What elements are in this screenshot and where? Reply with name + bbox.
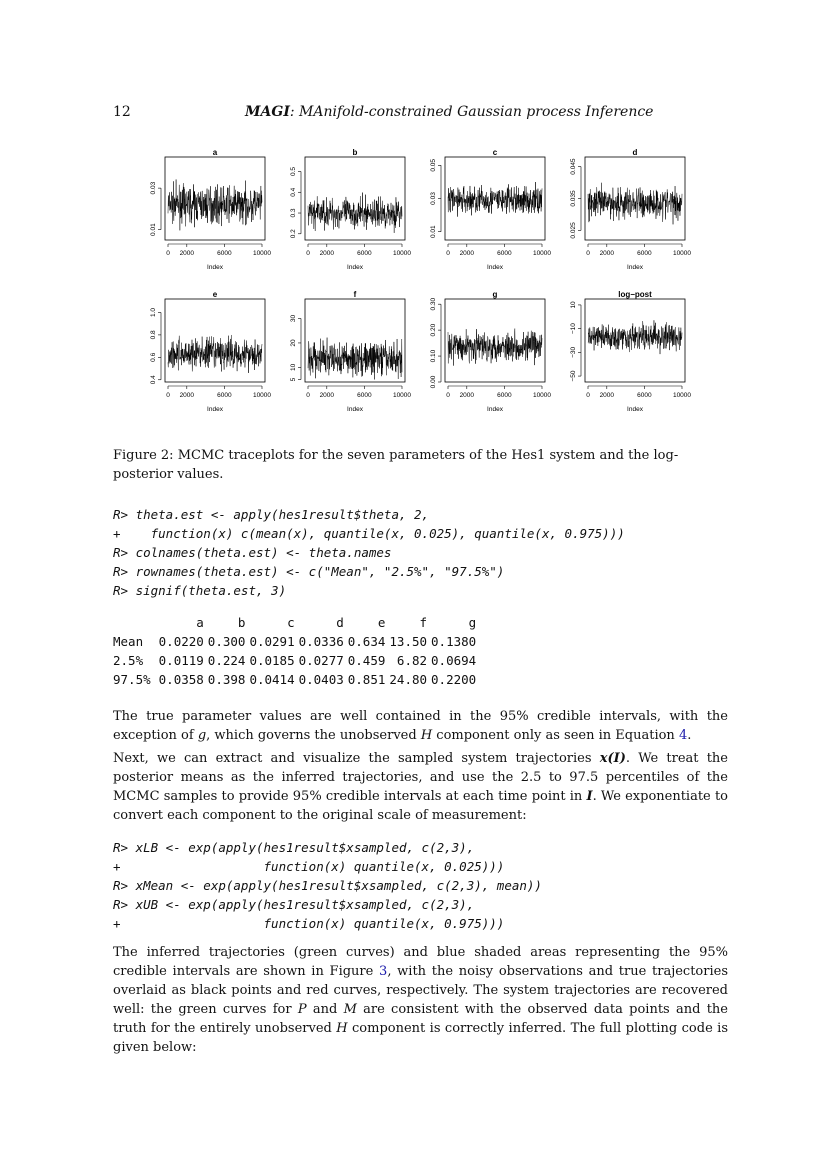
traceplot-panel bbox=[290, 290, 411, 413]
table-cell: 0.300 bbox=[207, 634, 246, 649]
x-tick-label: 10000 bbox=[252, 392, 272, 399]
y-tick-label: 0.3 bbox=[290, 208, 297, 218]
x-axis-label: Index bbox=[347, 406, 363, 413]
table-header: g bbox=[468, 615, 477, 630]
math-g: g bbox=[197, 728, 207, 743]
table-header: f bbox=[419, 615, 428, 630]
x-tick-label: 10000 bbox=[532, 250, 552, 257]
x-tick-label: 0 bbox=[586, 392, 590, 399]
y-tick-label: 0.8 bbox=[150, 330, 157, 340]
table-cell: 0.398 bbox=[207, 672, 246, 687]
traceplot-panel bbox=[570, 148, 691, 271]
y-tick-label: 0.035 bbox=[570, 190, 577, 207]
traceplot-panel bbox=[570, 290, 691, 413]
table-header: c bbox=[287, 615, 295, 630]
x-tick-label: 10000 bbox=[532, 392, 552, 399]
x-tick-label: 6000 bbox=[217, 392, 232, 399]
table-cell: 0.1380 bbox=[431, 634, 477, 649]
y-tick-label: 30 bbox=[290, 314, 297, 323]
table-header: e bbox=[377, 615, 386, 630]
x-tick-label: 0 bbox=[306, 250, 310, 257]
y-tick-label: 0.2 bbox=[290, 229, 297, 239]
plot-frame bbox=[305, 157, 405, 240]
table-cell: 0.0277 bbox=[298, 653, 344, 668]
x-axis-label: Index bbox=[207, 406, 223, 413]
table-cell: 0.0358 bbox=[158, 672, 204, 687]
x-tick-label: 2000 bbox=[599, 392, 615, 399]
paragraph-credible-intervals bbox=[113, 707, 728, 745]
text: . We treat the posterior means as the inferred trajectories, and use the 2.5 to 97.5 percentiles of the MCMC samples to provide 95% credible intervals at each time point in bbox=[113, 751, 728, 804]
row-label: 97.5% bbox=[113, 672, 151, 687]
y-tick-label: 1.0 bbox=[150, 307, 157, 317]
panel-title: g bbox=[492, 290, 498, 299]
traceplot-panel bbox=[150, 290, 271, 413]
equation-link[interactable]: 4 bbox=[678, 728, 688, 743]
figure-caption: Figure 2: MCMC traceplots for the seven parameters of the Hes1 system and the log-posterior values. bbox=[113, 448, 679, 482]
x-tick-label: 6000 bbox=[637, 250, 652, 257]
panel-title: d bbox=[632, 148, 638, 157]
math-I: I bbox=[586, 789, 593, 804]
y-tick-label: 0.00 bbox=[430, 375, 437, 389]
text: . We exponentiate to convert each component to the original scale of measurement: bbox=[113, 789, 728, 823]
x-tick-label: 2000 bbox=[599, 250, 615, 257]
x-tick-label: 6000 bbox=[357, 250, 372, 257]
y-tick-label: 0.4 bbox=[290, 187, 297, 197]
panel-title: c bbox=[492, 148, 498, 157]
table-cell: 0.0185 bbox=[249, 653, 295, 668]
table-cell: 0.0336 bbox=[298, 634, 344, 649]
trace-line bbox=[308, 193, 402, 233]
trace-line bbox=[448, 329, 542, 366]
math-P: P bbox=[297, 1002, 307, 1017]
text: are consistent with the observed data points and the truth for the entirely unobserved bbox=[113, 1002, 728, 1036]
x-tick-label: 6000 bbox=[497, 392, 512, 399]
table-cell: 0.2200 bbox=[431, 672, 477, 687]
traceplot-figure bbox=[140, 145, 700, 430]
estimate-table bbox=[113, 613, 480, 689]
table-cell: 24.80 bbox=[389, 672, 428, 687]
panel-title: a bbox=[212, 148, 218, 157]
text: , with the noisy observations and true trajectories overlaid as black points and red curves, respectively. The system trajectories are recovered well: the green curves for bbox=[113, 964, 729, 1017]
x-tick-label: 0 bbox=[446, 392, 450, 399]
x-tick-label: 2000 bbox=[319, 250, 335, 257]
table-cell: 13.50 bbox=[389, 634, 428, 649]
text: and bbox=[306, 1002, 344, 1017]
trace-line bbox=[168, 335, 262, 373]
running-title bbox=[245, 104, 653, 120]
text: Next, we can extract and visualize the sampled system trajectories bbox=[113, 751, 600, 766]
x-axis-label: Index bbox=[487, 264, 503, 271]
text: , which governs the unobserved bbox=[206, 728, 421, 743]
y-tick-label: 0.01 bbox=[430, 225, 437, 239]
x-tick-label: 2000 bbox=[319, 392, 335, 399]
y-tick-label: 0.03 bbox=[150, 181, 157, 195]
y-tick-label: 0.045 bbox=[570, 158, 577, 175]
math-H: H bbox=[420, 728, 433, 743]
panel-title: e bbox=[212, 290, 218, 299]
trace-line bbox=[308, 338, 402, 380]
x-tick-label: 6000 bbox=[217, 250, 232, 257]
y-tick-label: 10 bbox=[570, 301, 577, 309]
traceplot-panel bbox=[430, 290, 551, 413]
x-tick-label: 0 bbox=[586, 250, 590, 257]
x-tick-label: 0 bbox=[446, 250, 450, 257]
x-tick-label: 10000 bbox=[252, 250, 272, 257]
y-tick-label: 10 bbox=[290, 363, 297, 371]
running-title-bold: MAGI bbox=[245, 104, 290, 120]
table-header bbox=[113, 613, 159, 632]
text: The true parameter values are well contained in the 95% credible intervals, with the exception of bbox=[113, 709, 728, 743]
code-block-theta: R> theta.est <- apply(hes1result$theta, 2, + function(x) c(mean(x), quantile(x, 0.025), quantile(x, 0.975))) R> colnames(theta.est) <- theta.names R> rownames(theta.est) <- c("Mean", "2.5%", "97.5%") R> signif(theta.est, 3) bbox=[113, 507, 625, 598]
y-tick-label: 0.30 bbox=[430, 297, 437, 311]
x-tick-label: 10000 bbox=[392, 392, 412, 399]
trace-line bbox=[168, 179, 262, 230]
table-header: d bbox=[336, 615, 344, 630]
x-axis-label: Index bbox=[487, 406, 503, 413]
table-cell: 0.0220 bbox=[158, 634, 204, 649]
x-axis-label: Index bbox=[627, 264, 643, 271]
x-tick-label: 2000 bbox=[459, 250, 475, 257]
text: The inferred trajectories (green curves) and blue shaded areas representing the 95% credible intervals are shown in Figure bbox=[113, 945, 728, 979]
y-tick-label: −50 bbox=[570, 370, 577, 382]
y-tick-label: 0.5 bbox=[290, 167, 297, 177]
x-tick-label: 2000 bbox=[179, 250, 195, 257]
y-tick-label: 0.05 bbox=[430, 158, 437, 172]
table-cell: 0.224 bbox=[207, 653, 246, 668]
text: component only as seen in Equation bbox=[432, 728, 679, 743]
x-tick-label: 6000 bbox=[357, 392, 372, 399]
y-tick-label: −30 bbox=[570, 346, 577, 358]
traceplot-panel bbox=[150, 148, 271, 271]
figure-link[interactable]: 3 bbox=[379, 964, 388, 979]
table-cell: 0.0291 bbox=[249, 634, 295, 649]
y-tick-label: 0.01 bbox=[150, 223, 157, 236]
x-tick-label: 0 bbox=[166, 250, 170, 257]
math-M: M bbox=[343, 1002, 357, 1017]
traceplot-panel bbox=[290, 148, 411, 271]
trace-line bbox=[448, 182, 542, 217]
math-H: H bbox=[336, 1021, 348, 1036]
table-header: b bbox=[237, 615, 246, 630]
x-tick-label: 10000 bbox=[672, 392, 692, 399]
paragraph-figure3 bbox=[113, 943, 728, 1057]
table-cell: 0.0403 bbox=[298, 672, 344, 687]
table-cell: 0.0694 bbox=[431, 653, 477, 668]
trace-line bbox=[588, 320, 682, 354]
panel-title: f bbox=[353, 290, 357, 299]
y-tick-label: 0.4 bbox=[150, 375, 157, 385]
trace-line bbox=[588, 183, 682, 225]
running-title-rest: : MAnifold-constrained Gaussian process Inference bbox=[289, 104, 654, 120]
x-axis-label: Index bbox=[207, 264, 223, 271]
row-label: 2.5% bbox=[113, 653, 144, 668]
y-tick-label: 5 bbox=[290, 377, 297, 382]
x-axis-label: Index bbox=[627, 406, 643, 413]
paragraph-trajectories bbox=[113, 749, 728, 825]
y-tick-label: 0.025 bbox=[570, 222, 577, 239]
y-tick-label: 0.20 bbox=[430, 323, 437, 337]
table-row bbox=[113, 670, 480, 689]
y-tick-label: 0.6 bbox=[150, 352, 157, 362]
panel-title: log−post bbox=[618, 290, 652, 299]
x-tick-label: 0 bbox=[306, 392, 310, 399]
table-row bbox=[113, 632, 480, 651]
code-block-xsampled: R> xLB <- exp(apply(hes1result$xsampled, c(2,3), + function(x) quantile(x, 0.025))) R> xMean <- exp(apply(hes1result$xsampled, c(2,3), mean)) R> xUB <- exp(apply(hes1result$xsampled, c(2,3), + function(x) quantile(x, 0.975))) bbox=[113, 840, 542, 931]
plot-frame bbox=[165, 299, 265, 382]
panel-title: b bbox=[352, 148, 358, 157]
x-tick-label: 6000 bbox=[497, 250, 512, 257]
table-cell: 0.634 bbox=[347, 634, 386, 649]
y-tick-label: 0.03 bbox=[430, 192, 437, 205]
math-x-of-I: x(I) bbox=[599, 751, 626, 766]
x-tick-label: 2000 bbox=[179, 392, 195, 399]
table-row bbox=[113, 651, 480, 670]
x-axis-label: Index bbox=[347, 264, 363, 271]
text: . bbox=[687, 728, 692, 743]
table-cell: 0.0119 bbox=[158, 653, 204, 668]
table-cell: 0.0414 bbox=[249, 672, 295, 687]
row-label: Mean bbox=[113, 634, 144, 649]
x-tick-label: 0 bbox=[166, 392, 170, 399]
y-tick-label: 20 bbox=[290, 339, 297, 347]
page-number: 12 bbox=[113, 104, 131, 120]
text: component is correctly inferred. The full plotting code is given below: bbox=[113, 1021, 728, 1055]
x-tick-label: 10000 bbox=[392, 250, 412, 257]
y-tick-label: 0.10 bbox=[430, 349, 437, 363]
x-tick-label: 10000 bbox=[672, 250, 692, 257]
y-tick-label: −10 bbox=[570, 323, 577, 335]
table-cell: 0.851 bbox=[347, 672, 386, 687]
table-cell: 6.82 bbox=[396, 653, 428, 668]
x-tick-label: 6000 bbox=[637, 392, 652, 399]
table-cell: 0.459 bbox=[347, 653, 386, 668]
traceplot-panel bbox=[430, 148, 551, 271]
table-header: a bbox=[196, 615, 204, 630]
x-tick-label: 2000 bbox=[459, 392, 475, 399]
